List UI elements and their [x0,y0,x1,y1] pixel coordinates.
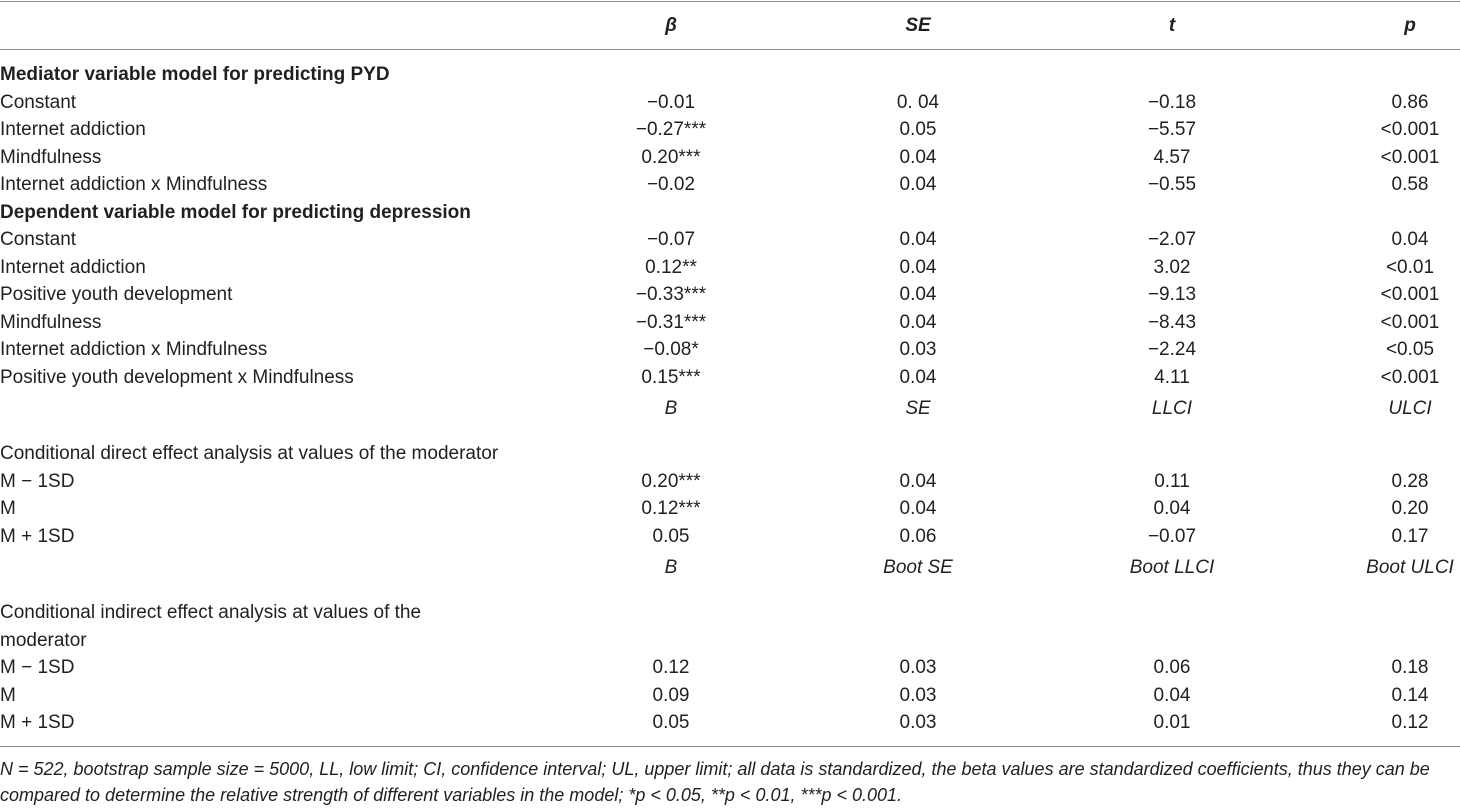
cell-se: 0.06 [899,525,937,547]
cell-boot-ulci: 0.18 [1391,657,1429,678]
cell-p: <0.001 [1380,311,1440,333]
cell-t: −9.13 [1147,284,1197,305]
cell-p: 0.86 [1391,91,1429,113]
cell-beta: 0.15*** [641,366,701,388]
table-row [0,89,1460,116]
row-label: Constant [0,91,77,113]
cell-p: <0.001 [1380,284,1440,305]
cell-boot-se: 0.03 [899,684,937,706]
row-label: Mindfulness [0,146,102,168]
table-row [0,654,1460,681]
cell-se: 0.04 [899,174,937,195]
subheader-b: B [664,398,678,419]
cell-boot-se: 0.03 [899,657,937,678]
section-title-dependent: Dependent variable model for predicting depression [0,201,471,223]
row-label: Internet addiction [0,256,146,278]
cell-b: 0.05 [652,525,690,547]
cell-se: 0.04 [899,146,937,168]
cell-t: −2.24 [1147,339,1197,360]
cell-beta: 0.12** [645,256,697,278]
cell-t: 4.11 [1154,366,1190,388]
cell-b: 0.12*** [641,498,701,519]
cell-se: 0.04 [899,229,937,250]
direct-title: Conditional direct effect analysis at values of the moderator [0,443,499,464]
table-row [0,364,1460,391]
bottom-rule [0,746,1460,747]
cell-beta: −0.01 [646,91,696,113]
row-label: M + 1SD [0,525,75,547]
header-beta: β [665,15,677,36]
row-label: M [0,498,16,519]
cell-se: 0.04 [899,470,937,492]
cell-p: 0.04 [1391,229,1429,250]
cell-p: 0.58 [1391,174,1429,195]
cell-p: <0.001 [1380,119,1440,140]
header-p: p [1404,15,1416,36]
cell-beta: −0.31*** [635,311,707,333]
table-row [0,709,1460,736]
cell-t: 3.02 [1153,256,1191,278]
table-footnote: N = 522, bootstrap sample size = 5000, LL, low limit; CI, confidence interval; UL, upper limit; all data is standardized, the beta values are standardized coefficients, thus they can be compared to determine the relative strength of different variables in the model; *p < 0.05, **p < 0.01, ***p < 0.001. [0,759,1430,805]
subheader-direct [0,395,1460,422]
cell-t: −0.18 [1147,91,1197,113]
header-se: SE [905,15,931,36]
cell-t: −8.43 [1147,311,1197,333]
cell-t: −0.55 [1147,174,1197,195]
cell-se: 0.04 [899,498,937,519]
table-row [0,171,1460,198]
subheader-llci: LLCI [1151,398,1193,419]
cell-b: 0.09 [652,684,690,706]
cell-beta: −0.33*** [635,284,707,305]
cell-beta: −0.27*** [635,119,707,140]
cell-llci: 0.04 [1153,498,1191,519]
row-label: Internet addiction x Mindfulness [0,174,268,195]
cell-se: 0.04 [899,256,937,278]
cell-boot-ulci: 0.14 [1391,684,1429,706]
cell-boot-llci: 0.06 [1153,657,1191,678]
cell-ulci: 0.28 [1391,470,1429,492]
cell-se: 0.05 [899,119,937,140]
table-row [0,468,1460,495]
indirect-title-line2: moderator [0,629,87,651]
table-row [0,226,1460,253]
cell-b: 0.12 [652,657,690,678]
cell-boot-llci: 0.01 [1153,712,1191,733]
row-label: Internet addiction [0,119,146,140]
section-heading [0,61,1460,88]
cell-ulci: 0.17 [1391,525,1429,547]
table-row [0,682,1460,709]
cell-t: −5.57 [1147,119,1197,140]
cell-b: 0.20*** [641,470,701,492]
row-label: Constant [0,229,77,250]
table-row [0,254,1460,281]
cell-p: <0.01 [1385,256,1435,278]
cell-beta: −0.02 [646,174,696,195]
row-label: Positive youth development x Mindfulness [0,366,354,388]
subheader-indirect [0,554,1460,581]
row-label: M + 1SD [0,712,75,733]
table-header [0,12,1460,39]
cell-boot-llci: 0.04 [1153,684,1191,706]
cell-beta: −0.07 [646,229,696,250]
table-row [0,495,1460,522]
subheader-boot-llci: Boot LLCI [1129,557,1215,578]
cell-boot-se: 0.03 [899,712,937,733]
subheader-ulci: ULCI [1388,398,1432,419]
row-label: M − 1SD [0,657,75,678]
indirect-effect-title-cont [0,627,1460,654]
header-t: t [1168,15,1176,36]
table-row [0,116,1460,143]
cell-b: 0.05 [652,712,690,733]
row-label: M − 1SD [0,470,75,492]
direct-effect-title [0,440,1460,467]
indirect-effect-title [0,599,1460,626]
cell-llci: 0.11 [1154,470,1190,492]
cell-se: 0.04 [899,366,937,388]
cell-beta: −0.08* [643,339,699,360]
table-row [0,336,1460,363]
cell-p: <0.001 [1380,146,1440,168]
cell-t: 4.57 [1153,146,1191,168]
row-label: Positive youth development [0,284,233,305]
cell-p: <0.001 [1380,366,1440,388]
subheader-boot-ulci: Boot ULCI [1366,557,1454,578]
row-label: Internet addiction x Mindfulness [0,339,268,360]
cell-se: 0.03 [899,339,937,360]
table-row [0,281,1460,308]
cell-llci: −0.07 [1147,525,1197,547]
table-row [0,523,1460,550]
cell-ulci: 0.20 [1391,498,1429,519]
section-title-mediator: Mediator variable model for predicting PYD [0,64,390,85]
table-row [0,309,1460,336]
cell-p: <0.05 [1385,339,1435,360]
subheader-b: B [664,557,678,578]
cell-boot-ulci: 0.12 [1391,712,1429,733]
cell-t: −2.07 [1147,229,1197,250]
row-label: Mindfulness [0,311,102,333]
row-label: M [0,684,16,706]
subheader-se: SE [905,398,931,419]
cell-se: 0. 04 [896,91,940,113]
section-heading [0,199,1460,226]
table-row [0,144,1460,171]
header-rule [0,49,1460,50]
cell-se: 0.04 [899,311,937,333]
top-rule [0,1,1460,2]
cell-beta: 0.20*** [641,146,701,168]
subheader-boot-se: Boot SE [883,557,953,578]
indirect-title-line1: Conditional indirect effect analysis at values of the [0,602,422,623]
cell-se: 0.04 [899,284,937,305]
